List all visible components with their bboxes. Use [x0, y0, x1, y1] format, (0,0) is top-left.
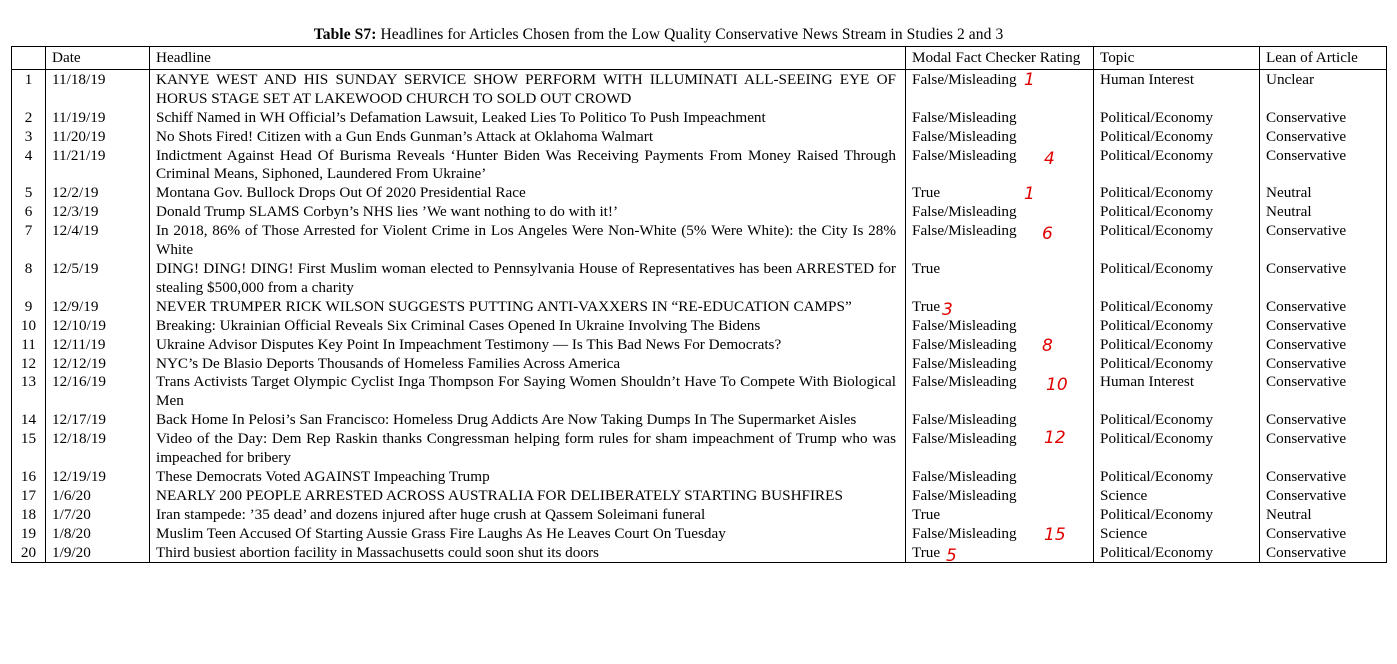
row-number-text: 2: [24, 108, 33, 126]
row-date-text: 12/12/19: [52, 354, 107, 372]
row-headline-text: Montana Gov. Bullock Drops Out Of 2020 Presidential Race: [156, 184, 526, 202]
table-row: [12, 184, 1387, 203]
row-rating: [906, 260, 1094, 298]
row-number: [12, 373, 46, 411]
handwritten-annotation: 3: [942, 299, 953, 320]
row-date-text: 1/8/20: [52, 524, 91, 542]
row-topic-text: Political/Economy: [1100, 259, 1214, 277]
row-rating-text: False/Misleading: [912, 411, 1017, 429]
row-date-text: 1/9/20: [52, 543, 91, 561]
row-topic-text: Science: [1100, 524, 1148, 542]
row-lean-text: Conservative: [1266, 316, 1347, 334]
row-topic: [1094, 298, 1260, 317]
row-lean: [1260, 222, 1387, 260]
row-date: [46, 203, 150, 222]
row-number: [12, 317, 46, 336]
caption-label: Table S7:: [313, 26, 377, 43]
row-date: [46, 222, 150, 260]
row-topic-text: Political/Economy: [1100, 543, 1214, 561]
row-lean: [1260, 468, 1387, 487]
row-headline: [150, 222, 906, 260]
row-rating: [906, 430, 1094, 468]
row-date-text: 11/18/19: [52, 70, 106, 88]
row-lean: [1260, 373, 1387, 411]
table-row: [12, 69, 1387, 108]
row-number: [12, 184, 46, 203]
row-date: [46, 109, 150, 128]
row-lean-text: Neutral: [1266, 184, 1312, 202]
table-body: [12, 69, 1387, 566]
header-topic: Topic: [1094, 47, 1260, 70]
row-headline-text: Back Home In Pelosi’s San Francisco: Homeless Drug Addicts Are Now Taking Dumps In The Supermarket Aisles: [156, 411, 857, 429]
row-headline-text: Indictment Against Head Of Burisma Reveals ‘Hunter Biden Was Receiving Payments From Money Raised Through Criminal Means, Siphoned, Laundered From Ukraine’: [156, 146, 896, 183]
row-topic: [1094, 468, 1260, 487]
row-topic: [1094, 525, 1260, 544]
row-headline: [150, 260, 906, 298]
row-number: [12, 411, 46, 430]
row-topic-text: Human Interest: [1100, 70, 1195, 88]
row-headline: [150, 355, 906, 374]
row-lean: [1260, 109, 1387, 128]
row-date-text: 12/17/19: [52, 411, 107, 429]
row-rating-text: False/Misleading: [912, 335, 1017, 353]
table-row: [12, 128, 1387, 147]
row-lean-text: Conservative: [1266, 146, 1347, 164]
row-date-text: 12/9/19: [52, 297, 99, 315]
handwritten-annotation: 12: [1044, 428, 1066, 449]
row-date-text: 1/6/20: [52, 486, 91, 504]
row-rating-text: True: [912, 543, 941, 561]
row-topic-text: Science: [1100, 486, 1148, 504]
headlines-table: [11, 46, 1387, 566]
row-rating-text: False/Misleading: [912, 354, 1017, 372]
row-lean-text: Conservative: [1266, 430, 1347, 448]
row-date-text: 12/4/19: [52, 222, 99, 240]
row-rating: [906, 222, 1094, 260]
row-lean: [1260, 69, 1387, 108]
row-date: [46, 430, 150, 468]
row-topic: [1094, 355, 1260, 374]
row-headline-text: Trans Activists Target Olympic Cyclist Inga Thompson For Saying Women Shouldn’t Have To Compete With Biological Men: [156, 373, 896, 410]
row-headline-text: DING! DING! DING! First Muslim woman elected to Pennsylvania House of Representatives has been ARRESTED for stealing $500,000 from a charity: [156, 259, 896, 296]
row-lean-text: Neutral: [1266, 203, 1312, 221]
table-row: [12, 373, 1387, 411]
row-topic: [1094, 109, 1260, 128]
row-topic: [1094, 544, 1260, 563]
row-topic: [1094, 336, 1260, 355]
row-topic: [1094, 128, 1260, 147]
row-number-text: 5: [24, 184, 33, 202]
row-lean: [1260, 544, 1387, 563]
row-rating-text: False/Misleading: [912, 316, 1017, 334]
row-number: [12, 69, 46, 108]
row-lean: [1260, 317, 1387, 336]
row-topic: [1094, 430, 1260, 468]
row-topic-text: Political/Economy: [1100, 127, 1214, 145]
row-rating-text: False/Misleading: [912, 524, 1017, 542]
row-headline-text: KANYE WEST AND HIS SUNDAY SERVICE SHOW PERFORM WITH ILLUMINATI ALL-SEEING EYE OF HORUS STAGE SET AT LAKEWOOD CHURCH TO SOLD OUT CROWD: [156, 70, 896, 107]
row-headline-text: Video of the Day: Dem Rep Raskin thanks Congressman helping form rules for sham impeachment of Trump who was impeached for bribery: [156, 430, 896, 467]
row-number-text: 4: [24, 146, 33, 164]
row-date: [46, 147, 150, 185]
row-rating: [906, 355, 1094, 374]
header-rating: Modal Fact Checker Rating: [906, 47, 1094, 70]
row-lean: [1260, 260, 1387, 298]
row-rating-text: False/Misleading: [912, 467, 1017, 485]
row-date: [46, 336, 150, 355]
row-rating-text: False/Misleading: [912, 430, 1017, 448]
row-headline-text: Donald Trump SLAMS Corbyn’s NHS lies ’We want nothing to do with it!’: [156, 203, 619, 221]
table-row: [12, 430, 1387, 468]
row-topic-text: Political/Economy: [1100, 335, 1214, 353]
row-topic: [1094, 69, 1260, 108]
row-number: [12, 298, 46, 317]
row-date-text: 12/3/19: [52, 203, 99, 221]
row-topic: [1094, 411, 1260, 430]
row-headline-text: No Shots Fired! Citizen with a Gun Ends Gunman’s Attack at Oklahoma Walmart: [156, 127, 654, 145]
row-number: [12, 525, 46, 544]
row-rating-text: True: [912, 184, 941, 202]
table-row: [12, 147, 1387, 185]
row-headline: [150, 468, 906, 487]
row-headline-text: These Democrats Voted AGAINST Impeaching Trump: [156, 467, 490, 485]
row-rating: [906, 317, 1094, 336]
row-topic-text: Human Interest: [1100, 373, 1195, 391]
row-number-text: 20: [20, 543, 37, 561]
row-rating: [906, 184, 1094, 203]
header-num: [12, 47, 46, 70]
header-row: [12, 47, 1387, 70]
handwritten-annotation: 4: [1044, 148, 1055, 169]
row-headline-text: Breaking: Ukrainian Official Reveals Six Criminal Cases Opened In Ukraine Involving The Bidens: [156, 316, 761, 334]
row-topic: [1094, 260, 1260, 298]
row-lean: [1260, 336, 1387, 355]
handwritten-annotation: 1: [1024, 69, 1035, 90]
row-number: [12, 128, 46, 147]
row-number-text: 6: [24, 203, 33, 221]
row-topic-text: Political/Economy: [1100, 184, 1214, 202]
row-rating-text: False/Misleading: [912, 70, 1017, 88]
row-topic-text: Political/Economy: [1100, 146, 1214, 164]
row-headline: [150, 298, 906, 317]
row-topic-text: Political/Economy: [1100, 108, 1214, 126]
row-date: [46, 506, 150, 525]
handwritten-annotation: 1: [1024, 184, 1035, 205]
table-row: [12, 260, 1387, 298]
table-row: [12, 544, 1387, 563]
row-headline: [150, 430, 906, 468]
row-topic: [1094, 487, 1260, 506]
row-date-text: 12/2/19: [52, 184, 99, 202]
row-lean-text: Neutral: [1266, 505, 1312, 523]
row-number-text: 15: [20, 430, 37, 448]
row-date-text: 11/21/19: [52, 146, 106, 164]
row-number-text: 12: [20, 354, 37, 372]
row-headline: [150, 487, 906, 506]
table-row: [12, 336, 1387, 355]
row-topic-text: Political/Economy: [1100, 467, 1214, 485]
row-lean-text: Conservative: [1266, 543, 1347, 561]
row-headline-text: Iran stampede: ’35 dead’ and dozens injured after huge crush at Qassem Soleimani funeral: [156, 505, 706, 523]
row-date: [46, 487, 150, 506]
row-number: [12, 430, 46, 468]
row-number: [12, 336, 46, 355]
row-headline: [150, 544, 906, 563]
row-topic-text: Political/Economy: [1100, 505, 1214, 523]
row-lean: [1260, 184, 1387, 203]
header-headline: Headline: [150, 47, 906, 70]
row-rating: [906, 336, 1094, 355]
row-number-text: 13: [20, 373, 37, 391]
row-number-text: 16: [20, 467, 37, 485]
row-number: [12, 468, 46, 487]
row-number-text: 8: [24, 259, 33, 277]
row-lean: [1260, 411, 1387, 430]
row-lean-text: Conservative: [1266, 259, 1347, 277]
row-rating-text: False/Misleading: [912, 146, 1017, 164]
row-number-text: 11: [21, 335, 36, 353]
row-topic-text: Political/Economy: [1100, 411, 1214, 429]
row-lean-text: Conservative: [1266, 411, 1347, 429]
table-caption: [0, 26, 1317, 44]
row-headline: [150, 184, 906, 203]
row-date-text: 12/18/19: [52, 430, 107, 448]
table-row: [12, 298, 1387, 317]
row-rating: [906, 506, 1094, 525]
row-number: [12, 487, 46, 506]
row-date-text: 12/19/19: [52, 467, 107, 485]
row-number: [12, 147, 46, 185]
table-row: [12, 468, 1387, 487]
row-date: [46, 468, 150, 487]
row-rating: [906, 543, 1094, 566]
row-rating: [906, 147, 1094, 185]
row-number: [12, 222, 46, 260]
row-topic: [1094, 222, 1260, 260]
row-lean-text: Conservative: [1266, 467, 1347, 485]
row-lean: [1260, 298, 1387, 317]
row-rating-text: False/Misleading: [912, 127, 1017, 145]
row-topic-text: Political/Economy: [1100, 430, 1214, 448]
row-rating-text: True: [912, 297, 941, 315]
row-topic: [1094, 147, 1260, 185]
row-number-text: 10: [20, 316, 37, 334]
row-date: [46, 411, 150, 430]
row-lean: [1260, 355, 1387, 374]
row-rating: [906, 109, 1094, 128]
row-number-text: 19: [20, 524, 37, 542]
row-date: [46, 184, 150, 203]
row-date-text: 1/7/20: [52, 505, 91, 523]
row-headline: [150, 336, 906, 355]
row-number: [12, 203, 46, 222]
row-date-text: 11/19/19: [52, 108, 106, 126]
row-headline-text: Third busiest abortion facility in Massachusetts could soon shut its doors: [156, 543, 599, 561]
table-row: [12, 109, 1387, 128]
row-lean: [1260, 430, 1387, 468]
header-date: Date: [46, 47, 150, 70]
row-rating: [906, 373, 1094, 411]
row-lean-text: Conservative: [1266, 108, 1347, 126]
row-date: [46, 298, 150, 317]
row-topic-text: Political/Economy: [1100, 316, 1214, 334]
row-rating: [906, 468, 1094, 487]
row-rating: [906, 297, 1094, 320]
row-date-text: 12/16/19: [52, 373, 107, 391]
row-headline: [150, 317, 906, 336]
row-number-text: 7: [24, 222, 33, 240]
row-number: [12, 355, 46, 374]
row-topic: [1094, 506, 1260, 525]
table-row: [12, 487, 1387, 506]
row-number-text: 9: [24, 297, 33, 315]
row-date-text: 11/20/19: [52, 127, 106, 145]
row-lean: [1260, 506, 1387, 525]
row-rating: [906, 69, 1094, 108]
row-topic-text: Political/Economy: [1100, 297, 1214, 315]
row-date: [46, 317, 150, 336]
row-rating: [906, 525, 1094, 544]
row-lean-text: Conservative: [1266, 297, 1347, 315]
row-topic: [1094, 317, 1260, 336]
row-topic-text: Political/Economy: [1100, 222, 1214, 240]
row-topic: [1094, 184, 1260, 203]
row-date-text: 12/11/19: [52, 335, 106, 353]
row-rating-text: True: [912, 259, 941, 277]
row-headline-text: NYC’s De Blasio Deports Thousands of Homeless Families Across America: [156, 354, 621, 372]
row-lean-text: Conservative: [1266, 222, 1347, 240]
row-headline: [150, 109, 906, 128]
row-date: [46, 355, 150, 374]
row-lean: [1260, 487, 1387, 506]
row-rating: [906, 128, 1094, 147]
table-row: [12, 203, 1387, 222]
row-headline: [150, 69, 906, 108]
row-headline: [150, 411, 906, 430]
row-lean-text: Unclear: [1266, 70, 1315, 88]
row-headline-text: Schiff Named in WH Official’s Defamation Lawsuit, Leaked Lies To Politico To Push Impeachment: [156, 108, 766, 126]
row-number-text: 1: [24, 70, 33, 88]
row-headline-text: Muslim Teen Accused Of Starting Aussie Grass Fire Laughs As He Leaves Court On Tuesday: [156, 524, 726, 542]
handwritten-annotation: 5: [946, 545, 957, 566]
row-headline: [150, 506, 906, 525]
handwritten-annotation: 15: [1044, 524, 1066, 545]
row-headline: [150, 128, 906, 147]
row-number: [12, 260, 46, 298]
row-number-text: 17: [20, 486, 37, 504]
row-number-text: 14: [20, 411, 37, 429]
row-number-text: 18: [20, 505, 37, 523]
handwritten-annotation: 10: [1046, 375, 1068, 396]
row-rating-text: False/Misleading: [912, 373, 1017, 391]
row-rating-text: True: [912, 505, 941, 523]
row-rating-text: False/Misleading: [912, 108, 1017, 126]
table-row: [12, 222, 1387, 260]
table-row: [12, 506, 1387, 525]
row-number: [12, 109, 46, 128]
row-date: [46, 373, 150, 411]
row-lean: [1260, 525, 1387, 544]
row-rating-text: False/Misleading: [912, 486, 1017, 504]
row-headline: [150, 373, 906, 411]
row-lean-text: Conservative: [1266, 127, 1347, 145]
row-topic: [1094, 203, 1260, 222]
row-lean-text: Conservative: [1266, 335, 1347, 353]
row-headline: [150, 203, 906, 222]
row-headline: [150, 525, 906, 544]
row-topic-text: Political/Economy: [1100, 203, 1214, 221]
row-lean-text: Conservative: [1266, 524, 1347, 542]
row-date: [46, 544, 150, 563]
row-rating-text: False/Misleading: [912, 203, 1017, 221]
row-number: [12, 506, 46, 525]
row-number: [12, 544, 46, 563]
row-lean: [1260, 147, 1387, 185]
row-lean-text: Conservative: [1266, 354, 1347, 372]
row-number-text: 3: [24, 127, 33, 145]
caption-text: Headlines for Articles Chosen from the Low Quality Conservative News Stream in Studies 2 and 3: [380, 26, 1004, 43]
row-lean: [1260, 203, 1387, 222]
row-lean: [1260, 128, 1387, 147]
row-headline-text: Ukraine Advisor Disputes Key Point In Impeachment Testimony — Is This Bad News For Democrats?: [156, 335, 782, 353]
row-date: [46, 128, 150, 147]
row-headline-text: NEARLY 200 PEOPLE ARRESTED ACROSS AUSTRALIA FOR DELIBERATELY STARTING BUSHFIRES: [156, 486, 843, 504]
row-topic-text: Political/Economy: [1100, 354, 1214, 372]
row-rating: [906, 203, 1094, 222]
row-date: [46, 525, 150, 544]
handwritten-annotation: 8: [1042, 335, 1053, 356]
table-row: [12, 411, 1387, 430]
row-headline: [150, 147, 906, 185]
row-date: [46, 260, 150, 298]
handwritten-annotation: 6: [1042, 224, 1053, 245]
row-date-text: 12/5/19: [52, 259, 99, 277]
row-date: [46, 69, 150, 108]
row-rating: [906, 487, 1094, 506]
row-headline-text: NEVER TRUMPER RICK WILSON SUGGESTS PUTTING ANTI-VAXXERS IN “RE-EDUCATION CAMPS”: [156, 297, 852, 315]
row-lean-text: Conservative: [1266, 486, 1347, 504]
row-rating-text: False/Misleading: [912, 222, 1017, 240]
table-row: [12, 355, 1387, 374]
row-lean-text: Conservative: [1266, 373, 1347, 391]
table-row: [12, 317, 1387, 336]
header-lean: Lean of Article: [1260, 47, 1387, 70]
row-topic: [1094, 373, 1260, 411]
row-headline-text: In 2018, 86% of Those Arrested for Violent Crime in Los Angeles Were Non-White (5% Were White): the City Is 28% White: [156, 222, 896, 259]
table-row: [12, 525, 1387, 544]
row-date-text: 12/10/19: [52, 316, 107, 334]
